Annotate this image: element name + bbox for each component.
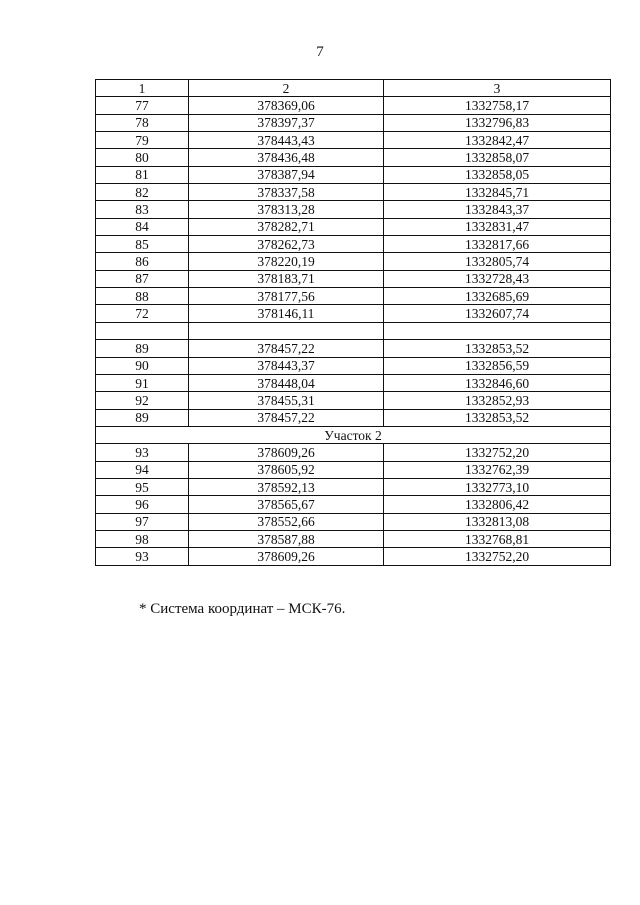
y-coordinate-cell: 1332773,10 (384, 478, 611, 495)
table-row (96, 548, 611, 565)
x-coordinate-cell: 378457,22 (189, 340, 384, 357)
point-number-cell: 83 (96, 201, 189, 218)
x-coordinate-cell: 378609,26 (189, 444, 384, 461)
point-number-cell: 96 (96, 496, 189, 513)
y-coordinate-cell: 1332728,43 (384, 270, 611, 287)
table-row (96, 184, 611, 201)
point-number-cell: 89 (96, 409, 189, 426)
table-row (96, 496, 611, 513)
y-coordinate-cell: 1332853,52 (384, 409, 611, 426)
x-coordinate-cell: 378262,73 (189, 236, 384, 253)
table-row (96, 236, 611, 253)
point-number-cell: 85 (96, 236, 189, 253)
x-coordinate-cell: 378605,92 (189, 461, 384, 478)
y-coordinate-cell: 1332796,83 (384, 114, 611, 131)
x-coordinate-cell: 378443,43 (189, 132, 384, 149)
y-coordinate-cell: 1332685,69 (384, 288, 611, 305)
table-row (96, 253, 611, 270)
table-row (96, 97, 611, 114)
y-coordinate-cell: 1332805,74 (384, 253, 611, 270)
point-number-cell: 97 (96, 513, 189, 530)
x-coordinate-cell: 378436,48 (189, 149, 384, 166)
x-coordinate-cell: 378387,94 (189, 166, 384, 183)
section-header-row (96, 426, 611, 443)
y-coordinate-cell: 1332846,60 (384, 374, 611, 391)
point-number-cell (96, 322, 189, 339)
point-number-cell: 89 (96, 340, 189, 357)
table-header-row (96, 80, 611, 97)
y-coordinate-cell: 1332813,08 (384, 513, 611, 530)
y-coordinate-cell: 1332858,05 (384, 166, 611, 183)
table-row (96, 149, 611, 166)
table-row (96, 132, 611, 149)
x-coordinate-cell: 378337,58 (189, 184, 384, 201)
table-row (96, 409, 611, 426)
table-row (96, 288, 611, 305)
point-number-cell: 88 (96, 288, 189, 305)
point-number-cell: 77 (96, 97, 189, 114)
y-coordinate-cell: 1332843,37 (384, 201, 611, 218)
table-row (96, 305, 611, 322)
point-number-cell: 80 (96, 149, 189, 166)
table-row (96, 478, 611, 495)
y-coordinate-cell: 1332752,20 (384, 444, 611, 461)
table-row (96, 218, 611, 235)
y-coordinate-cell: 1332853,52 (384, 340, 611, 357)
x-coordinate-cell: 378455,31 (189, 392, 384, 409)
point-number-cell: 78 (96, 114, 189, 131)
coordinates-table (95, 79, 611, 566)
table-row (96, 461, 611, 478)
y-coordinate-cell: 1332842,47 (384, 132, 611, 149)
y-coordinate-cell: 1332856,59 (384, 357, 611, 374)
point-number-cell: 79 (96, 132, 189, 149)
y-coordinate-cell: 1332852,93 (384, 392, 611, 409)
point-number-cell: 81 (96, 166, 189, 183)
page-number: 7 (316, 44, 324, 60)
table-row (96, 340, 611, 357)
point-number-cell: 82 (96, 184, 189, 201)
point-number-cell: 98 (96, 530, 189, 547)
x-coordinate-cell: 378183,71 (189, 270, 384, 287)
x-coordinate-cell: 378282,71 (189, 218, 384, 235)
y-coordinate-cell: 1332817,66 (384, 236, 611, 253)
point-number-cell: 95 (96, 478, 189, 495)
y-coordinate-cell: 1332806,42 (384, 496, 611, 513)
x-coordinate-cell: 378609,26 (189, 548, 384, 565)
point-number-cell: 90 (96, 357, 189, 374)
y-coordinate-cell: 1332762,39 (384, 461, 611, 478)
table-row (96, 513, 611, 530)
point-number-cell: 86 (96, 253, 189, 270)
y-coordinate-cell: 1332752,20 (384, 548, 611, 565)
point-number-cell: 93 (96, 444, 189, 461)
table-row (96, 166, 611, 183)
x-coordinate-cell: 378146,11 (189, 305, 384, 322)
x-coordinate-cell: 378457,22 (189, 409, 384, 426)
x-coordinate-cell (189, 322, 384, 339)
x-coordinate-cell: 378587,88 (189, 530, 384, 547)
y-coordinate-cell: 1332758,17 (384, 97, 611, 114)
x-coordinate-cell: 378443,37 (189, 357, 384, 374)
table-row (96, 270, 611, 287)
table-row (96, 322, 611, 339)
x-coordinate-cell: 378177,56 (189, 288, 384, 305)
header-cell-point: 1 (96, 80, 189, 97)
x-coordinate-cell: 378565,67 (189, 496, 384, 513)
point-number-cell: 87 (96, 270, 189, 287)
table-row (96, 392, 611, 409)
section-label: Участок 2 (96, 426, 611, 443)
y-coordinate-cell: 1332845,71 (384, 184, 611, 201)
x-coordinate-cell: 378448,04 (189, 374, 384, 391)
table-row (96, 374, 611, 391)
y-coordinate-cell: 1332831,47 (384, 218, 611, 235)
x-coordinate-cell: 378220,19 (189, 253, 384, 270)
footnote: * Система координат – МСК-76. (139, 601, 346, 617)
x-coordinate-cell: 378552,66 (189, 513, 384, 530)
y-coordinate-cell: 1332607,74 (384, 305, 611, 322)
header-cell-y: 3 (384, 80, 611, 97)
x-coordinate-cell: 378313,28 (189, 201, 384, 218)
y-coordinate-cell: 1332768,81 (384, 530, 611, 547)
y-coordinate-cell (384, 322, 611, 339)
coordinates-table-body (96, 80, 611, 566)
point-number-cell: 92 (96, 392, 189, 409)
x-coordinate-cell: 378592,13 (189, 478, 384, 495)
table-row (96, 114, 611, 131)
table-row (96, 444, 611, 461)
table-row (96, 201, 611, 218)
header-cell-x: 2 (189, 80, 384, 97)
table-row (96, 530, 611, 547)
y-coordinate-cell: 1332858,07 (384, 149, 611, 166)
x-coordinate-cell: 378369,06 (189, 97, 384, 114)
point-number-cell: 93 (96, 548, 189, 565)
point-number-cell: 84 (96, 218, 189, 235)
table-row (96, 357, 611, 374)
point-number-cell: 91 (96, 374, 189, 391)
x-coordinate-cell: 378397,37 (189, 114, 384, 131)
point-number-cell: 94 (96, 461, 189, 478)
point-number-cell: 72 (96, 305, 189, 322)
